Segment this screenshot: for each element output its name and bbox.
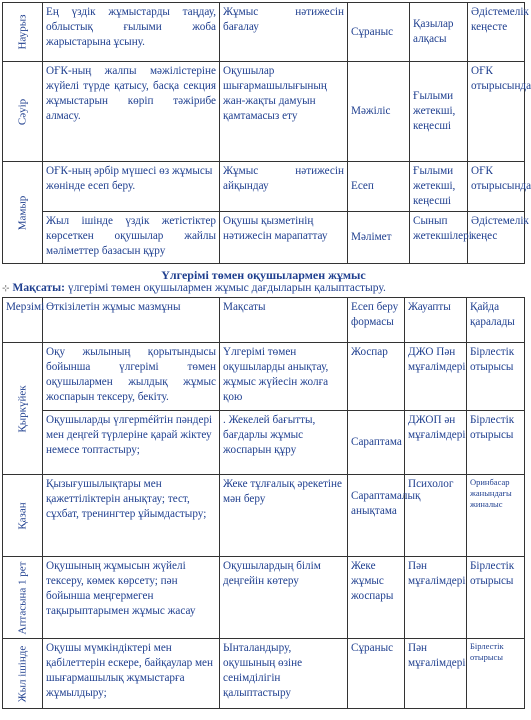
content-cell: Оқу жылының қорытындысы бойынша үлгерімі төмен оқушылармен жылдық жұмыс жоспарын тексеру, бекіту. bbox=[43, 343, 220, 411]
purpose-cell: Жұмыс нәтижесін бағалау bbox=[220, 3, 348, 62]
where-cell: Оринбасар жанындағы жиналыс bbox=[467, 475, 525, 557]
responsible-cell: Пән мұғалімдері bbox=[405, 639, 467, 709]
where-cell: Бірлестік отырысы bbox=[467, 639, 525, 709]
month-cell: Наурыз bbox=[3, 3, 43, 62]
purpose-cell: Ынталандыру, оқушының өзіне сенімділігін қалыптастыру bbox=[220, 639, 348, 709]
where-cell: Бірлестік отырысы bbox=[467, 557, 525, 639]
month-cell: Мамыр bbox=[3, 162, 43, 264]
form-cell: Мәжіліс bbox=[348, 62, 410, 162]
section-title: Үлгерімі төмен оқушылармен жұмыс bbox=[161, 268, 366, 282]
table-row bbox=[3, 343, 525, 411]
month-cell: Жыл ішінде bbox=[3, 639, 43, 709]
header-month: Мерзімі bbox=[3, 298, 43, 343]
purpose-cell: . Жекелей бағытты, бағдарлы жұмыс жоспарын құру bbox=[220, 411, 348, 475]
purpose-cell: Оқушылардың білім деңгейін көтеру bbox=[220, 557, 348, 639]
where-cell: Бірлестік отырысы bbox=[467, 411, 525, 475]
where-cell: ОҒК отырысында bbox=[468, 162, 525, 212]
where-cell: ОҒК отырысында bbox=[468, 62, 525, 162]
header-where: Қайда қаралады bbox=[467, 298, 525, 343]
where-cell: Әдістемелік кеңесте bbox=[468, 3, 525, 62]
responsible-cell: Сынып жетекшілері bbox=[410, 212, 468, 264]
goal-label: Мақсаты: bbox=[12, 282, 65, 294]
content-cell: Оқушы мүмкіндіктері мен қабілеттерін ескере, байқаулар мен шығармашылық жұмыстарға жұмылдыру; bbox=[43, 639, 220, 709]
table-row bbox=[3, 475, 525, 557]
header-purpose: Мақсаты bbox=[220, 298, 348, 343]
header-content: Өткізілетін жұмыс мазмұны bbox=[43, 298, 220, 343]
month-cell: Сәуір bbox=[3, 62, 43, 162]
where-cell: Бірлестік отырысы bbox=[467, 343, 525, 411]
form-cell: Сұраныс bbox=[348, 639, 405, 709]
table-row bbox=[3, 557, 525, 639]
form-cell: Сараптама bbox=[348, 411, 405, 475]
goal-line bbox=[2, 282, 527, 294]
purpose-cell: Жеке тұлғалық әрекетіне мән беру bbox=[220, 475, 348, 557]
goal-text: үлгерімі төмен оқушылармен жұмыс дағдыларын қалыптастыру. bbox=[64, 282, 386, 294]
table-row bbox=[3, 411, 525, 475]
responsible-cell: ДЖО Пән мұғалімдері bbox=[405, 343, 467, 411]
where-cell: Әдістемелік кеңес bbox=[468, 212, 525, 264]
responsible-cell: ДЖОП ән мұғалімдері bbox=[405, 411, 467, 475]
table-row bbox=[3, 212, 525, 264]
month-cell: Аптасына 1 рет bbox=[3, 557, 43, 639]
content-cell: Жыл ішінде үздік жетістіктер көрсеткен оқушылар жайлы мәліметтер базасын құру bbox=[43, 212, 220, 264]
purpose-cell: Оқушылар шығармашылығының жан-жақты дамуын қамтамасыз ету bbox=[220, 62, 348, 162]
table-row bbox=[3, 62, 525, 162]
form-cell: Мәлімет bbox=[348, 212, 410, 264]
content-cell: ОҒК-ның жалпы мәжілістеріне жүйелі түрде қатысу, басқа секция жұмыстарын көріп тәжірибе алмасу. bbox=[43, 62, 220, 162]
form-cell: Сұраныс bbox=[348, 3, 410, 62]
responsible-cell: Психолог bbox=[405, 475, 467, 557]
form-cell: Есеп bbox=[348, 162, 410, 212]
table-2 bbox=[2, 297, 525, 709]
content-cell: Қызығушылықтары мен қажеттіліктерін анықтау; тест, сұхбат, тренингтер ұйымдастыру; bbox=[43, 475, 220, 557]
header-row bbox=[3, 298, 525, 343]
anchor-icon: ⊹ bbox=[2, 283, 10, 293]
table-row bbox=[3, 162, 525, 212]
responsible-cell: Қазылар алқасы bbox=[410, 3, 468, 62]
purpose-cell: Жұмыс нәтижесін айқындау bbox=[220, 162, 348, 212]
form-cell: Жоспар bbox=[348, 343, 405, 411]
form-cell: Сараптамалық анықтама bbox=[348, 475, 405, 557]
content-cell: Ең үздік жұмыстарды таңдау, облыстық ғылыми жоба жарыстарына ұсыну. bbox=[43, 3, 220, 62]
content-cell: Оқушының жұмысын жүйелі тексеру, көмек көрсету; пән бойынша меңгермеген тақырыптарымен жұмыс жасау bbox=[43, 557, 220, 639]
header-responsible: Жауапты bbox=[405, 298, 467, 343]
header-form: Есеп беру формасы bbox=[348, 298, 405, 343]
table-1 bbox=[2, 2, 531, 264]
responsible-cell: Ғылыми жетекші, кеңесші bbox=[410, 162, 468, 212]
content-cell: ОҒК-ның әрбір мүшесі өз жұмысы жөнінде есеп беру. bbox=[43, 162, 220, 212]
purpose-cell: Үлгерімі төмен оқушыларды анықтау, жұмыс жүйесін жолға қою bbox=[220, 343, 348, 411]
month-cell: Қыркүйек bbox=[3, 343, 43, 475]
responsible-cell: Пән мұғалімдері bbox=[405, 557, 467, 639]
responsible-cell: Ғылыми жетекші, кеңесші bbox=[410, 62, 468, 162]
purpose-cell: Оқушы қызметінің нәтижесін марапаттау bbox=[220, 212, 348, 264]
month-cell: Қазан bbox=[3, 475, 43, 557]
content-cell: Оқушыларды үлгерméйтін пәндері мен деңгей түрлеріне қарай жіктеу немесе топтастыру; bbox=[43, 411, 220, 475]
table-row bbox=[3, 639, 525, 709]
table-row bbox=[3, 3, 525, 62]
form-cell: Жеке жұмыс жоспары bbox=[348, 557, 405, 639]
